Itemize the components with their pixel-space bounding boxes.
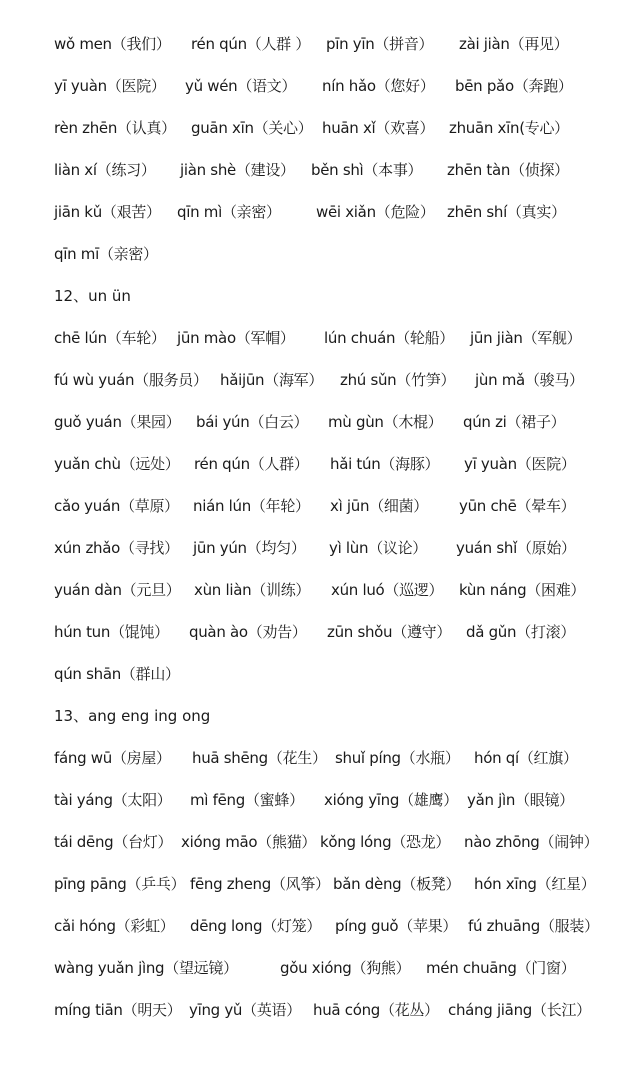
pinyin-word-entry: qīn mì（亲密） [177, 203, 281, 221]
pinyin-word-entry: rèn zhēn（认真） [54, 119, 176, 137]
word-row [0, 452, 640, 476]
pinyin-word-entry: hón qí（红旗） [474, 749, 578, 767]
section-heading: 13、ang eng ing ong [54, 707, 211, 725]
pinyin-word-entry: liàn xí（练习） [54, 161, 156, 179]
word-row [0, 368, 640, 392]
word-row [0, 998, 640, 1022]
pinyin-word-entry: míng tiān（明天） [54, 1001, 182, 1019]
pinyin-word-entry: tái dēng（台灯） [54, 833, 173, 851]
pinyin-word-entry: cháng jiāng（长江） [448, 1001, 591, 1019]
pinyin-word-entry: yì lùn（议论） [329, 539, 427, 557]
pinyin-word-entry: qīn mī（亲密） [54, 245, 158, 263]
pinyin-word-entry: jūn yún（均匀） [193, 539, 306, 557]
pinyin-word-entry: yī yuàn（医院） [54, 77, 166, 95]
pinyin-word-entry: jiàn shè（建设） [180, 161, 295, 179]
pinyin-word-entry: yīng yǔ（英语） [189, 1001, 301, 1019]
word-row [0, 956, 640, 980]
pinyin-word-entry: wēi xiǎn（危险） [316, 203, 435, 221]
pinyin-word-entry: yī yuàn（医院） [464, 455, 576, 473]
pinyin-word-entry: mì fēng（蜜蜂） [190, 791, 304, 809]
word-row [0, 746, 640, 770]
pinyin-word-entry: nào zhōng（闹钟） [464, 833, 599, 851]
word-row [0, 410, 640, 434]
pinyin-word-entry: zūn shǒu（遵守） [327, 623, 452, 641]
pinyin-word-entry: xióng māo（熊猫） [181, 833, 317, 851]
pinyin-word-entry: xún zhǎo（寻找） [54, 539, 179, 557]
word-row [0, 242, 640, 266]
pinyin-word-entry: hǎi tún（海豚） [330, 455, 440, 473]
pinyin-word-entry: quàn ào（劝告） [189, 623, 307, 641]
pinyin-word-entry: xùn liàn（训练） [194, 581, 311, 599]
pinyin-word-entry: qún shān（群山） [54, 665, 180, 683]
word-row [0, 200, 640, 224]
pinyin-word-entry: kùn náng（困难） [459, 581, 586, 599]
pinyin-word-entry: bǎn dèng（板凳） [333, 875, 461, 893]
section-heading: 12、un ün [54, 287, 131, 305]
pinyin-word-entry: yuǎn chù（远处） [54, 455, 180, 473]
pinyin-word-entry: zhēn shí（真实） [447, 203, 566, 221]
word-row [0, 74, 640, 98]
pinyin-word-entry: hón xīng（红星） [474, 875, 596, 893]
pinyin-word-entry: nián lún（年轮） [193, 497, 310, 515]
pinyin-word-entry: wǒ men（我们） [54, 35, 171, 53]
word-row [0, 830, 640, 854]
pinyin-word-entry: mén chuāng（门窗） [426, 959, 576, 977]
pinyin-word-entry: shuǐ píng（水瓶） [335, 749, 460, 767]
pinyin-word-entry: bái yún（白云） [196, 413, 309, 431]
pinyin-word-entry: lún chuán（轮船） [324, 329, 455, 347]
word-row [0, 32, 640, 56]
pinyin-word-entry: xióng yīng（雄鹰） [324, 791, 458, 809]
pinyin-word-entry: tài yáng（太阳） [54, 791, 172, 809]
pinyin-word-entry: nín hǎo（您好） [322, 77, 435, 95]
pinyin-word-entry: píng guǒ（苹果） [335, 917, 458, 935]
pinyin-word-entry: yǔ wén（语文） [185, 77, 297, 95]
pinyin-word-entry: huān xǐ（欢喜） [322, 119, 435, 137]
word-row [0, 872, 640, 896]
pinyin-word-entry: bēn pǎo（奔跑） [455, 77, 573, 95]
pinyin-word-entry: cǎo yuán（草原） [54, 497, 179, 515]
pinyin-word-entry: jiān kǔ（艰苦） [54, 203, 161, 221]
word-row [0, 158, 640, 182]
pinyin-word-entry: yǎn jìn（眼镜） [467, 791, 574, 809]
pinyin-word-entry: huā cóng（花丛） [313, 1001, 439, 1019]
pinyin-word-entry: jùn mǎ（骏马） [475, 371, 584, 389]
pinyin-word-entry: hǎijūn（海军） [220, 371, 324, 389]
pinyin-word-entry: fú wù yuán（服务员） [54, 371, 208, 389]
pinyin-word-entry: dǎ gǔn（打滚） [466, 623, 576, 641]
pinyin-word-entry: gǒu xióng（狗熊） [280, 959, 411, 977]
pinyin-word-entry: guǒ yuán（果园） [54, 413, 181, 431]
word-row [0, 662, 640, 686]
pinyin-word-entry: xún luó（巡逻） [331, 581, 444, 599]
pinyin-word-entry: pīng pāng（乒乓） [54, 875, 186, 893]
pinyin-word-entry: rén qún（人群 ） [191, 35, 311, 53]
pinyin-word-entry: qún zi（裙子） [463, 413, 566, 431]
pinyin-word-entry: fēng zheng（风筝） [190, 875, 330, 893]
pinyin-word-entry: jūn mào（军帽） [177, 329, 295, 347]
pinyin-word-entry: cǎi hóng（彩虹） [54, 917, 175, 935]
word-row [0, 326, 640, 350]
pinyin-word-entry: zhú sǔn（竹笋） [340, 371, 456, 389]
word-row [0, 116, 640, 140]
pinyin-word-entry: xì jūn（细菌） [330, 497, 428, 515]
pinyin-word-entry: wàng yuǎn jìng（望远镜） [54, 959, 238, 977]
pinyin-word-entry: mù gùn（木棍） [328, 413, 443, 431]
pinyin-word-entry: běn shì（本事） [311, 161, 423, 179]
word-row [0, 788, 640, 812]
pinyin-word-entry: zài jiàn（再见） [459, 35, 569, 53]
pinyin-word-entry: zhuān xīn(专心） [449, 119, 569, 137]
pinyin-word-entry: yuán shǐ（原始） [456, 539, 576, 557]
word-row [0, 578, 640, 602]
pinyin-word-entry: fú zhuāng（服装） [468, 917, 599, 935]
word-row [0, 536, 640, 560]
pinyin-word-entry: chē lún（车轮） [54, 329, 166, 347]
pinyin-word-entry: yuán dàn（元旦） [54, 581, 181, 599]
pinyin-word-entry: huā shēng（花生） [192, 749, 327, 767]
pinyin-word-entry: kǒng lóng（恐龙） [320, 833, 451, 851]
pinyin-word-entry: zhēn tàn（侦探） [447, 161, 569, 179]
pinyin-word-entry: fáng wū（房屋） [54, 749, 171, 767]
word-row [0, 494, 640, 518]
pinyin-word-entry: rén qún（人群） [194, 455, 309, 473]
pinyin-word-entry: yūn chē（晕车） [459, 497, 576, 515]
word-row [0, 620, 640, 644]
pinyin-word-entry: dēng long（灯笼） [190, 917, 322, 935]
pinyin-word-entry: hún tun（馄饨） [54, 623, 169, 641]
pinyin-word-entry: pīn yīn（拼音） [326, 35, 434, 53]
pinyin-word-entry: jūn jiàn（军舰） [470, 329, 582, 347]
word-row [0, 914, 640, 938]
pinyin-word-entry: guān xīn（关心） [191, 119, 313, 137]
